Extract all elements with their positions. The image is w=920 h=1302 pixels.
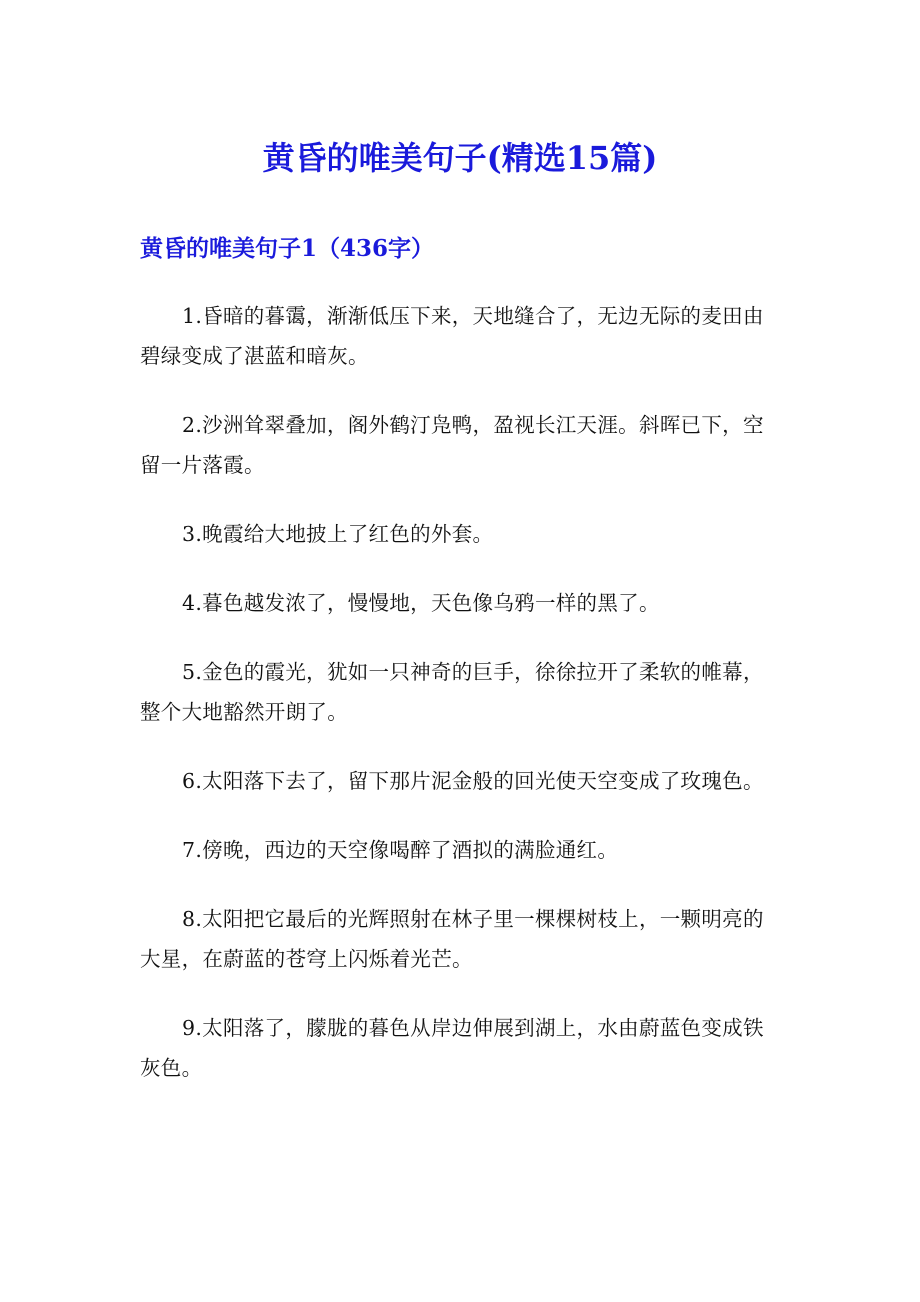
list-item: 7.傍晚，西边的天空像喝醉了酒拟的满脸通红。 — [182, 838, 619, 862]
document-title: 黄昏的唯美句子(精选15篇) — [262, 139, 658, 177]
list-item: 9.太阳落了，朦胧的暮色从岸边伸展到湖上，水由蔚蓝色变成铁灰色。 — [140, 1016, 764, 1080]
sentence-list — [140, 296, 782, 1117]
list-item: 3.晚霞给大地披上了红色的外套。 — [182, 522, 494, 546]
list-item: 1.昏暗的暮霭，渐渐低压下来，天地缝合了，无边无际的麦田由碧绿变成了湛蓝和暗灰。 — [140, 304, 764, 368]
list-item: 5.金色的霞光，犹如一只神奇的巨手，徐徐拉开了柔软的帷幕，整个大地豁然开朗了。 — [140, 660, 764, 724]
list-item: 8.太阳把它最后的光辉照射在林子里一棵棵树枝上，一颗明亮的大星，在蔚蓝的苍穹上闪烁着光芒。 — [140, 907, 764, 971]
section-heading: 黄昏的唯美句子1（436字） — [140, 235, 435, 262]
list-item: 6.太阳落下去了，留下那片泥金般的回光使天空变成了玫瑰色。 — [182, 769, 764, 793]
list-item: 4.暮色越发浓了，慢慢地，天色像乌鸦一样的黑了。 — [182, 591, 660, 615]
list-item: 2.沙洲耸翠叠加，阁外鹤汀凫鸭，盈视长江天涯。斜晖已下，空留一片落霞。 — [140, 413, 764, 477]
